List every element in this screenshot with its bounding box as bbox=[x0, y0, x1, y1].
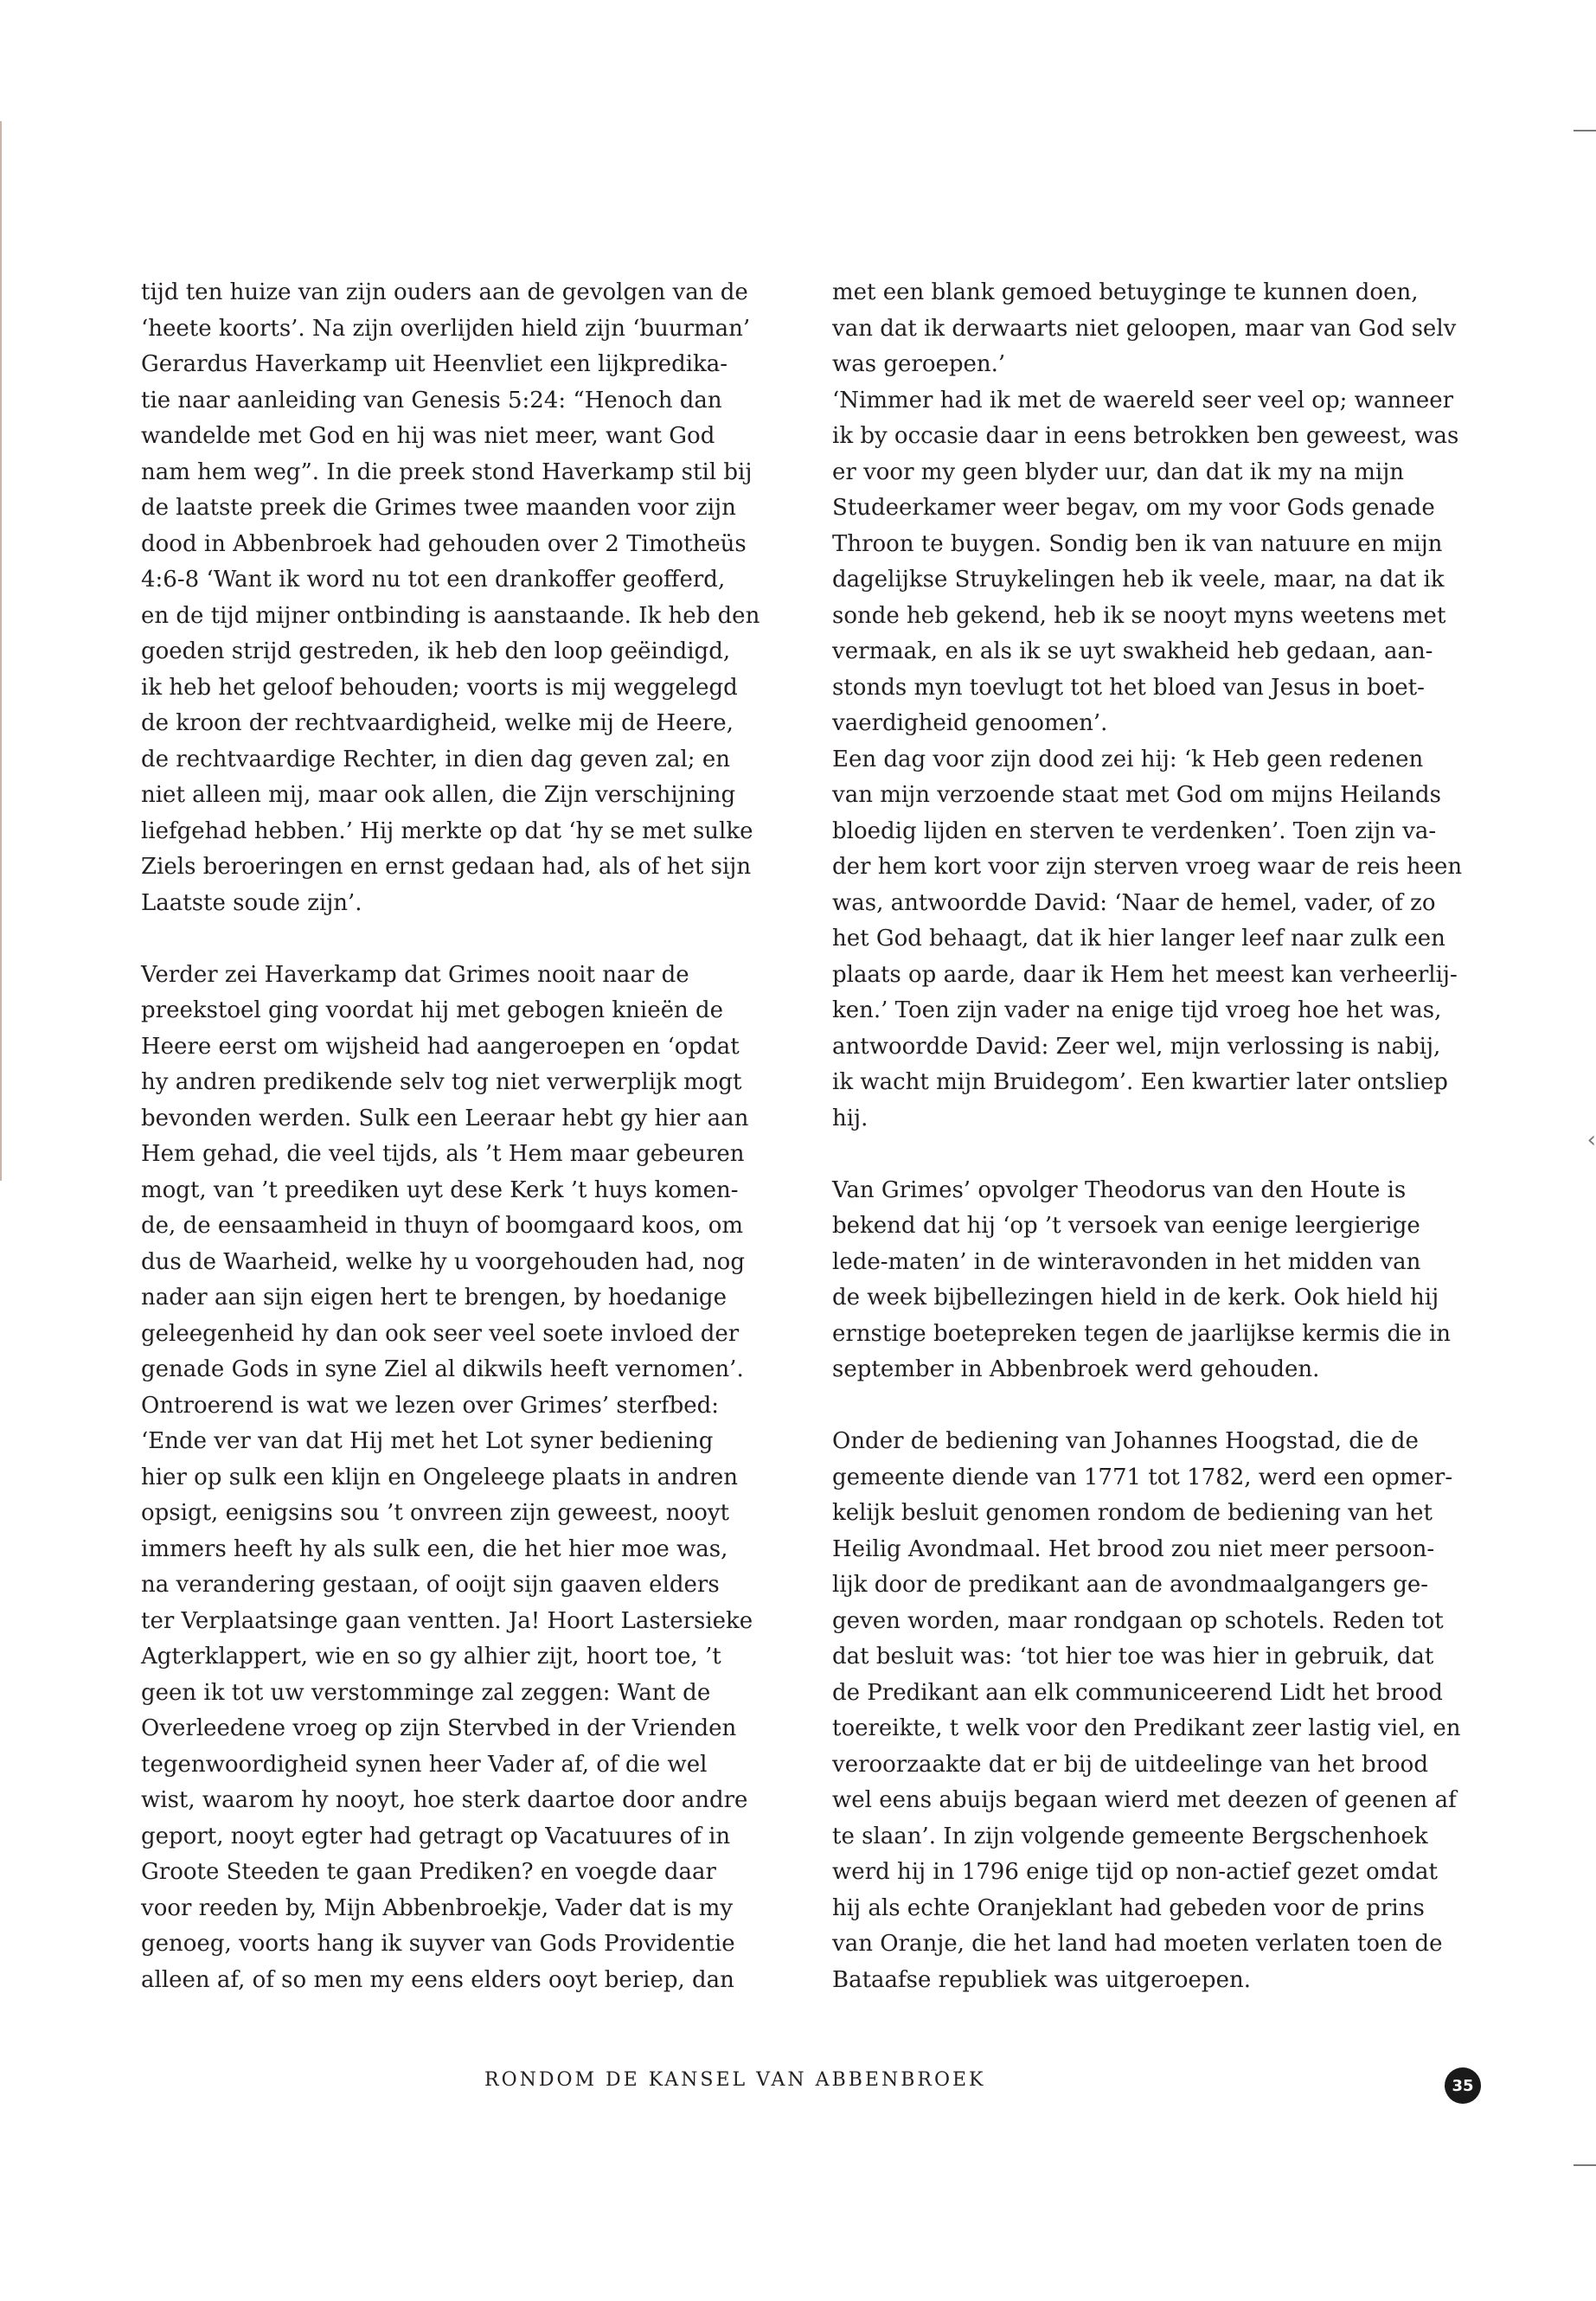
text-line: en de tijd mijner ontbinding is aanstaande. Ik heb den bbox=[141, 602, 760, 629]
text-line: ernstige boetepreken tegen de jaarlijkse kermis die in bbox=[832, 1320, 1452, 1347]
text-line: Bataafse republiek was uitgeroepen. bbox=[832, 1966, 1251, 1993]
paragraph-gap bbox=[832, 1137, 1490, 1173]
text-line: dagelijkse Struykelingen heb ik veele, maar, na dat ik bbox=[832, 567, 1445, 593]
text-line: wandelde met God en hij was niet meer, want God bbox=[141, 423, 715, 449]
paragraph bbox=[832, 275, 1490, 1137]
text-line: de kroon der rechtvaardigheid, welke mij de Heere, bbox=[141, 710, 734, 736]
text-line: sonde heb gekend, heb ik se nooyt myns weetens met bbox=[832, 602, 1446, 629]
text-line: geen ik tot uw verstomminge zal zeggen: Want de bbox=[141, 1679, 711, 1706]
text-line: ‘heete koorts’. Na zijn overlijden hield zijn ‘buurman’ bbox=[141, 315, 751, 342]
text-line: der hem kort voor zijn sterven vroeg waar de reis heen bbox=[832, 854, 1463, 880]
text-line: veroorzaakte dat er bij de uitdeelinge van het brood bbox=[832, 1751, 1428, 1778]
text-line: ter Verplaatsinge gaan ventten. Ja! Hoort Lastersieke bbox=[141, 1607, 753, 1634]
text-line: werd hij in 1796 enige tijd op non-actief gezet omdat bbox=[832, 1859, 1438, 1885]
text-line: Overleedene vroeg op zijn Stervbed in der Vrienden bbox=[141, 1715, 737, 1741]
text-line: Ontroerend is wat we lezen over Grimes’ sterfbed: bbox=[141, 1392, 720, 1419]
text-line: voor reeden by, Mijn Abbenbroekje, Vader dat is my bbox=[141, 1894, 734, 1921]
right-text-column bbox=[832, 275, 1490, 1998]
text-line: Laatste soude zijn’. bbox=[141, 889, 362, 916]
text-line: tegenwoordigheid synen heer Vader af, of die wel bbox=[141, 1751, 708, 1778]
text-line: mogt, van ’t preediken uyt dese Kerk ’t huys komen- bbox=[141, 1176, 739, 1203]
text-line: goeden strijd gestreden, ik heb den loop geëindigd, bbox=[141, 638, 731, 664]
paragraph-gap bbox=[141, 921, 798, 958]
text-line: met een blank gemoed betuyginge te kunnen doen, bbox=[832, 279, 1419, 305]
text-line: ‘Ende ver van dat Hij met het Lot syner bediening bbox=[141, 1428, 714, 1454]
paragraph bbox=[832, 1424, 1490, 1998]
edge-bracket-icon: ‹ bbox=[1586, 1127, 1596, 1153]
left-text-column bbox=[141, 275, 798, 1998]
text-line: wel eens abuijs begaan wierd met deezen of geenen af bbox=[832, 1787, 1457, 1813]
crop-mark-right-bottom bbox=[1574, 2164, 1596, 2166]
text-line: het God behaagt, dat ik hier langer leef naar zulk een bbox=[832, 926, 1445, 952]
text-line: Ziels beroeringen en ernst gedaan had, als of het sijn bbox=[141, 854, 752, 880]
text-line: 4:6-8 ‘Want ik word nu tot een drankoffer geofferd, bbox=[141, 567, 726, 593]
text-line: er voor my geen blyder uur, dan dat ik my na mijn bbox=[832, 458, 1405, 485]
text-line: stonds myn toevlugt tot het bloed van Jesus in boet- bbox=[832, 674, 1425, 701]
text-line: hy andren predikende selv tog niet verwerplijk mogt bbox=[141, 1069, 742, 1095]
text-line: bloedig lijden en sterven te verdenken’. Toen zijn va- bbox=[832, 817, 1437, 844]
text-line: dat besluit was: ‘tot hier toe was hier in gebruik, dat bbox=[832, 1644, 1434, 1670]
text-line: de week bijbellezingen hield in de kerk. Ook hield hij bbox=[832, 1285, 1439, 1311]
text-line: Verder zei Haverkamp dat Grimes nooit naar de bbox=[141, 961, 689, 988]
text-line: ik by occasie daar in eens betrokken ben geweest, was bbox=[832, 423, 1459, 449]
text-line: Heilig Avondmaal. Het brood zou niet meer persoon- bbox=[832, 1535, 1435, 1562]
text-line: geport, nooyt egter had getragt op Vacatuures of in bbox=[141, 1823, 731, 1849]
text-line: de laatste preek die Grimes twee maanden voor zijn bbox=[141, 495, 736, 521]
text-line: bekend dat hij ‘op ’t versoek van eenige leergierige bbox=[832, 1213, 1420, 1239]
text-line: hier op sulk een klijn en Ongeleege plaats in andren bbox=[141, 1464, 739, 1490]
crop-mark-left bbox=[0, 121, 2, 1181]
text-line: nader aan sijn eigen hert te brengen, by hoedanige bbox=[141, 1285, 727, 1311]
text-line: dus de Waarheid, welke hy u voorgehouden had, nog bbox=[141, 1248, 745, 1275]
text-line: vaerdigheid genoomen’. bbox=[832, 710, 1108, 736]
text-line: tie naar aanleiding van Genesis 5:24: “Henoch dan bbox=[141, 387, 722, 413]
text-line: Onder de bediening van Johannes Hoogstad, die de bbox=[832, 1428, 1419, 1454]
text-line: lijk door de predikant aan de avondmaalgangers ge- bbox=[832, 1572, 1429, 1598]
text-line: Agterklappert, wie en so gy alhier zijt, hoort toe, ’t bbox=[141, 1644, 721, 1670]
text-line: Heere eerst om wijsheid had aangeroepen en ‘opdat bbox=[141, 1033, 740, 1060]
paragraph bbox=[141, 275, 798, 921]
text-line: kelijk besluit genomen rondom de bediening van het bbox=[832, 1500, 1433, 1526]
text-line: toereikte, t welk voor den Predikant zeer lastig viel, en bbox=[832, 1715, 1461, 1741]
paragraph-gap bbox=[832, 1388, 1490, 1425]
text-line: Gerardus Haverkamp uit Heenvliet een lijkpredika- bbox=[141, 351, 728, 377]
text-line: van Oranje, die het land had moeten verlaten toen de bbox=[832, 1931, 1443, 1957]
text-line: preekstoel ging voordat hij met gebogen knieën de bbox=[141, 997, 724, 1023]
text-line: antwoordde David: Zeer wel, mijn verlossing is nabij, bbox=[832, 1033, 1441, 1060]
text-line: geleegenheid hy dan ook seer veel soete invloed der bbox=[141, 1320, 740, 1347]
text-line: Van Grimes’ opvolger Theodorus van den Houte is bbox=[832, 1176, 1407, 1203]
text-line: Hem gehad, die veel tijds, als ’t Hem maar gebeuren bbox=[141, 1141, 745, 1167]
text-line: de, de eensaamheid in thuyn of boomgaard koos, om bbox=[141, 1213, 744, 1239]
text-line: nam hem weg”. In die preek stond Haverkamp stil bij bbox=[141, 458, 753, 485]
text-line: van dat ik derwaarts niet geloopen, maar van God selv bbox=[832, 315, 1457, 342]
running-footer-title: RONDOM DE KANSEL VAN ABBENBROEK bbox=[484, 2069, 986, 2091]
text-line: Groote Steeden te gaan Prediken? en voegde daar bbox=[141, 1859, 716, 1885]
text-line: alleen af, of so men my eens elders ooyt beriep, dan bbox=[141, 1966, 734, 1993]
text-line: ken.’ Toen zijn vader na enige tijd vroeg hoe het was, bbox=[832, 997, 1442, 1023]
text-line: lede-maten’ in de winteravonden in het midden van bbox=[832, 1248, 1421, 1275]
text-line: ik heb het geloof behouden; voorts is mij weggelegd bbox=[141, 674, 738, 701]
text-line: liefgehad hebben.’ Hij merkte op dat ‘hy se met sulke bbox=[141, 817, 753, 844]
text-line: Throon te buygen. Sondig ben ik van natuure en mijn bbox=[832, 530, 1443, 557]
text-line: na verandering gestaan, of ooijt sijn gaaven elders bbox=[141, 1572, 720, 1598]
text-line: wist, waarom hy nooyt, hoe sterk daartoe door andre bbox=[141, 1787, 748, 1813]
paragraph bbox=[141, 958, 798, 1999]
text-line: Studeerkamer weer begav, om my voor Gods genade bbox=[832, 495, 1435, 521]
page-number-badge: 35 bbox=[1445, 2067, 1481, 2104]
text-line: dood in Abbenbroek had gehouden over 2 Timotheüs bbox=[141, 530, 747, 557]
text-line: gemeente diende van 1771 tot 1782, werd een opmer- bbox=[832, 1464, 1453, 1490]
text-line: geven worden, maar rondgaan op schotels. Reden tot bbox=[832, 1607, 1444, 1634]
text-line: plaats op aarde, daar ik Hem het meest kan verheerlij- bbox=[832, 961, 1458, 988]
text-line: van mijn verzoende staat met God om mijns Heilands bbox=[832, 782, 1441, 808]
text-line: de Predikant aan elk communiceerend Lidt het brood bbox=[832, 1679, 1443, 1706]
text-line: immers heeft hy als sulk een, die het hier moe was, bbox=[141, 1535, 728, 1562]
text-line: niet alleen mij, maar ook allen, die Zijn verschijning bbox=[141, 782, 736, 808]
text-line: de rechtvaardige Rechter, in dien dag geven zal; en bbox=[141, 746, 730, 772]
text-line: ik wacht mijn Bruidegom’. Een kwartier later ontsliep bbox=[832, 1069, 1448, 1095]
text-line: september in Abbenbroek werd gehouden. bbox=[832, 1356, 1320, 1382]
text-line: vermaak, en als ik se uyt swakheid heb gedaan, aan- bbox=[832, 638, 1433, 664]
text-line: ‘Nimmer had ik met de waereld seer veel op; wanneer bbox=[832, 387, 1454, 413]
text-line: te slaan’. In zijn volgende gemeente Bergschenhoek bbox=[832, 1823, 1428, 1849]
text-line: Een dag voor zijn dood zei hij: ‘k Heb geen redenen bbox=[832, 746, 1424, 772]
text-line: was geroepen.’ bbox=[832, 351, 1006, 377]
crop-mark-right-top bbox=[1574, 130, 1596, 131]
text-line: was, antwoordde David: ‘Naar de hemel, vader, of zo bbox=[832, 889, 1436, 916]
text-line: hij als echte Oranjeklant had gebeden voor de prins bbox=[832, 1894, 1425, 1921]
text-line: tijd ten huize van zijn ouders aan de gevolgen van de bbox=[141, 279, 748, 305]
text-line: opsigt, eenigsins sou ’t onvreen zijn geweest, nooyt bbox=[141, 1500, 729, 1526]
paragraph bbox=[832, 1173, 1490, 1388]
text-line: genade Gods in syne Ziel al dikwils heeft vernomen’. bbox=[141, 1356, 744, 1382]
text-line: bevonden werden. Sulk een Leeraar hebt gy hier aan bbox=[141, 1105, 749, 1131]
text-line: hij. bbox=[832, 1105, 869, 1131]
text-line: genoeg, voorts hang ik suyver van Gods Providentie bbox=[141, 1931, 735, 1957]
